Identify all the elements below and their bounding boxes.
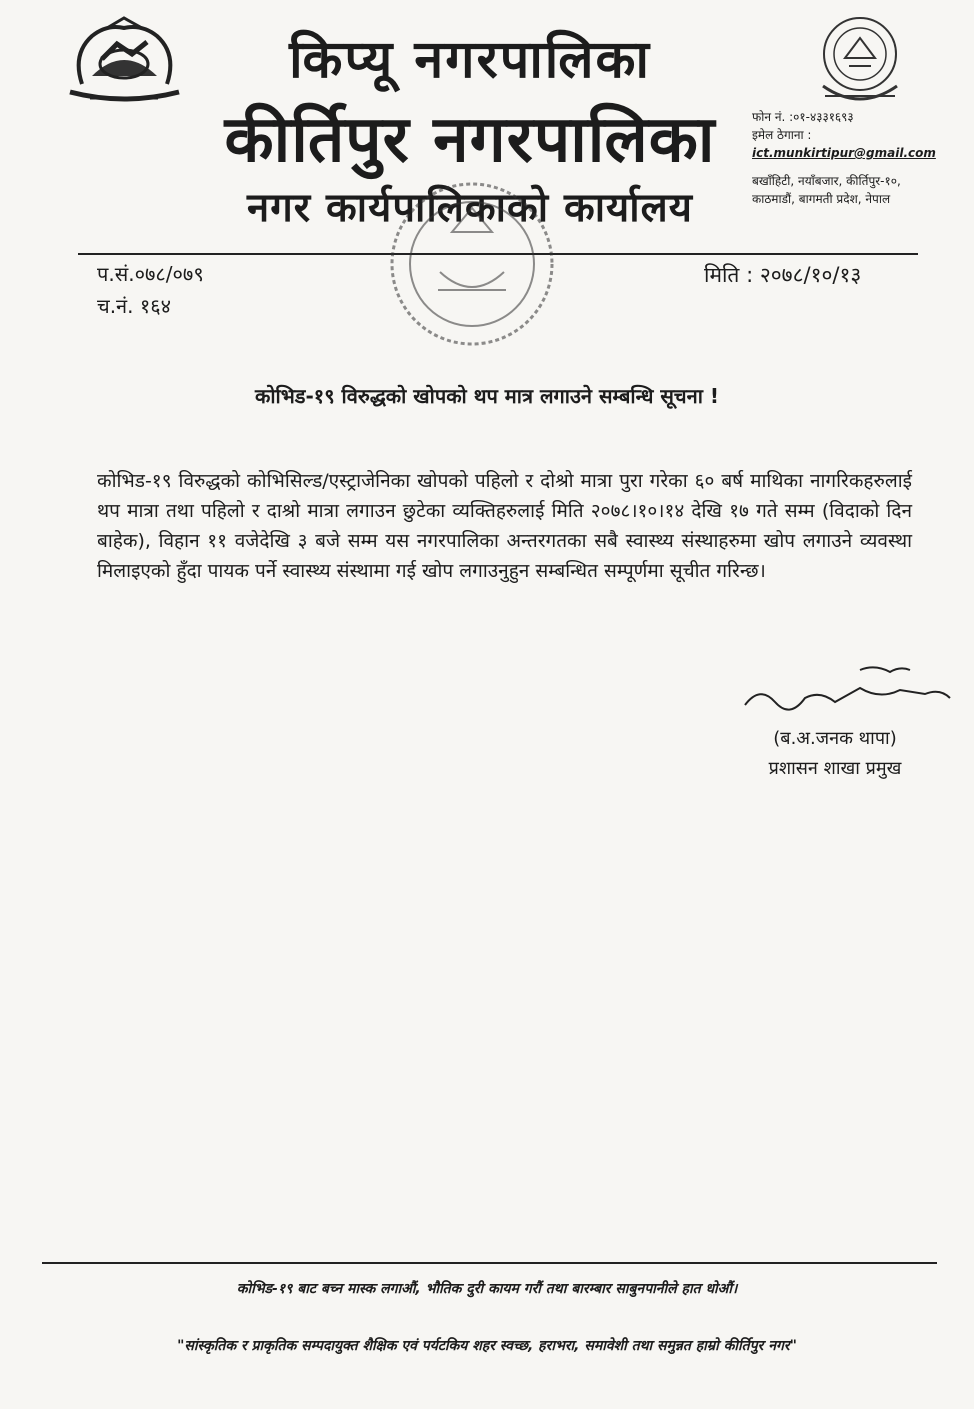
address-line-2: काठमाडौं, बागमती प्रदेश, नेपाल (752, 192, 891, 206)
letter-date: मिति : २०७८/१०/१३ (704, 263, 862, 287)
contact-info (752, 108, 967, 208)
phone-number: फोन नं. :०१-४३३१६९३ (752, 110, 854, 124)
letter-number: प.सं.०७८/०७९ (97, 262, 204, 286)
office-stamp-icon (380, 172, 565, 357)
office-title: नगर कार्यपालिकाको कार्यालय (247, 185, 693, 231)
newari-title: किप्यू नगरपालिका (289, 29, 651, 90)
reference-block (97, 258, 204, 322)
municipality-title: कीर्तिपुर नगरपालिका (224, 103, 716, 177)
nepal-emblem-icon (62, 14, 187, 106)
notice-body: कोभिड-१९ विरुद्धको कोभिसिल्ड/एस्ट्राजेनिका खोपको पहिलो र दोश्रो मात्रा पुरा गरेका ६० बर्ष माथिका नागरिकहरुलाई थप मात्रा तथा पहिलो र दाश्रो मात्रा लगाउन छुटेका व्यक्तिहरुलाई मिति २०७८।१०।१४ देखि १७ गते सम्म (विदाको दिन बाहेक), विहान ११ वजेदेखि ३ बजे सम्म यस नगरपालिका अन्तरगतका सबै स्वास्थ्य संस्थाहरुमा खोप लगाउने व्यवस्था मिलाइएको हुँदा पायक पर्ने स्वास्थ्य संस्थामा गई खोप लगाउनुहुन सम्बन्धित सम्पूर्णमा सूचीत गरिन्छ। (97, 470, 912, 582)
signatory-name: (ब.अ.जनक थापा) (773, 728, 897, 749)
notice-title: कोभिड-१९ विरुद्धको खोपको थप मात्र लगाउने सम्बन्धि सूचना ! (255, 384, 719, 408)
email-address: ict.munkirtipur@gmail.com (752, 146, 936, 160)
address-line-1: बखाँहिटी, नयाँबजार, कीर्तिपुर-१०, (752, 174, 901, 188)
dispatch-number-row (97, 290, 204, 322)
signatory-block (740, 724, 930, 784)
dispatch-number-label: च.नं. (97, 294, 134, 318)
footer-divider (42, 1262, 937, 1264)
municipality-logo-icon (805, 14, 915, 109)
dispatch-number: १६४ (139, 294, 172, 318)
email-label: इमेल ठेगाना : (752, 128, 812, 142)
footer-city-slogan: "सांस्कृतिक र प्राकृतिक सम्पदायुक्त शैक्षिक एवं पर्यटकिय शहर स्वच्छ, हराभरा, समावेशी तथा समुन्नत हाम्रो कीर्तिपुर नगर" (177, 1338, 797, 1354)
footer-covid-slogan: कोभिड-१९ बाट बच्न मास्क लगाऔं, भौतिक दुरी कायम गरौं तथा बारम्बार साबुनपानीले हात धोऔं। (236, 1281, 738, 1297)
signatory-designation: प्रशासन शाखा प्रमुख (768, 758, 902, 779)
